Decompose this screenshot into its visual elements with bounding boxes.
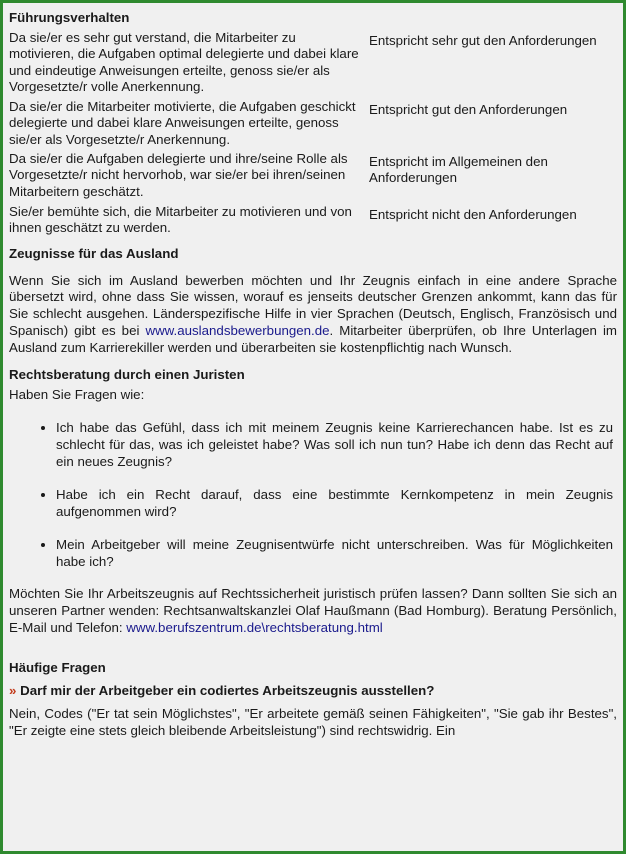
ausland-text: Wenn Sie sich im Ausland bewerben möchten und Ihr Zeugnis einfach in eine andere Sprache übersetzt wird, ohne dass Sie wissen, worauf es jenseits deutscher Grenzen ankommt, kann das für Sie schlecht ausgehen. Länderspezifische Hilfe in vier Sprachen (Deutsch, Englisch, Französisch und Spanisch) gibt es bei — [9, 272, 617, 338]
table-row — [9, 151, 617, 204]
recht-intro: Haben Sie Fragen wie: — [9, 386, 145, 402]
faq-question-text: Darf mir der Arbeitgeber ein codiertes Arbeitszeugnis ausstellen? — [16, 682, 435, 698]
evaluation-text: Da sie/er es sehr gut verstand, die Mitarbeiter zu motivieren, die Aufgaben optimal delegierte und dabei klare und eindeutige Anweisungen erteilte, genoss sie/er als Vorgesetzte/r volle Anerkennung. — [9, 30, 359, 94]
ausland-paragraph — [9, 273, 617, 357]
rechtsberatung-link[interactable]: www.berufszentrum.de\rechtsberatung.html — [126, 619, 383, 635]
ausland-heading: Zeugnisse für das Ausland — [9, 245, 179, 261]
list-item: • Habe ich ein Recht darauf, dass eine bestimmte Kernkompetenz in mein Zeugnis aufgenommen wird? — [56, 486, 617, 520]
faq-question[interactable] — [9, 682, 617, 700]
fuehrung-heading: Führungsverhalten — [9, 10, 130, 25]
recht-heading: Rechtsberatung durch einen Juristen — [9, 366, 245, 382]
evaluation-grade: Entspricht gut den Anforderungen — [369, 102, 568, 118]
evaluation-text: Sie/er bemühte sich, die Mitarbeiter zu motivieren und von ihnen geschätzt zu werden. — [9, 203, 352, 236]
evaluation-grade: Entspricht im Allgemeinen den Anforderungen — [369, 154, 548, 186]
list-item: • Ich habe das Gefühl, dass ich mit meinem Zeugnis keine Karrierechancen habe. Ist es zu schlecht für das, was ich geleistet habe? Was soll ich nun tun? Habe ich denn das Recht auf ein neues Zeugnis? — [56, 419, 617, 470]
auslandsbewerbungen-link[interactable]: www.auslandsbewerbungen.de — [145, 322, 330, 338]
evaluation-text: Da sie/er die Mitarbeiter motivierte, die Aufgaben geschickt delegierte und dabei klare Anweisungen erteilte, genoss sie/er als Vorgesetzte/r Anerkennung. — [9, 99, 356, 147]
question-list — [9, 419, 617, 570]
faq-answer: Nein, Codes ("Er tat sein Möglichstes", "Er arbeitete gemäß seinen Fähigkeiten", "Sie gab ihr Bestes", "Er zeigte eine stets gleich bleibende Arbeitsleistung") sind rechtswidrig. Ein — [9, 705, 617, 738]
recht-paragraph — [9, 586, 617, 636]
ausland-text-end: . Mitarbeiter überprüfen, ob Ihre Unterlagen im Ausland zum Karrierekiller werden und überarbeiten sie kostenpflichtig nach Wunsch. — [9, 322, 617, 355]
evaluation-table — [9, 30, 617, 237]
table-row — [9, 30, 617, 99]
list-item: • Mein Arbeitgeber will meine Zeugnisentwürfe nicht unterschreiben. Was für Möglichkeiten habe ich? — [56, 536, 617, 570]
recht-text: Möchten Sie Ihr Arbeitszeugnis auf Rechtssicherheit juristisch prüfen lassen? Dann sollten Sie sich an unseren Partner wenden: Rechtsanwaltskanzlei Olaf Haußmann (Bad Homburg). Beratung Persönlich, E-Mail und Telefon: — [9, 586, 617, 635]
faq-heading: Häufige Fragen — [9, 659, 106, 675]
evaluation-grade: Entspricht sehr gut den Anforderungen — [369, 33, 597, 48]
table-row — [9, 99, 617, 151]
arrow-icon: » — [9, 682, 17, 698]
table-row — [9, 204, 617, 237]
evaluation-grade: Entspricht nicht den Anforderungen — [369, 206, 577, 222]
evaluation-text: Da sie/er die Aufgaben delegierte und ihre/seine Rolle als Vorgesetzte/r nicht hervorhob, war sie/er bei ihren/seinen Mitarbeitern geschätzt. — [9, 151, 348, 199]
